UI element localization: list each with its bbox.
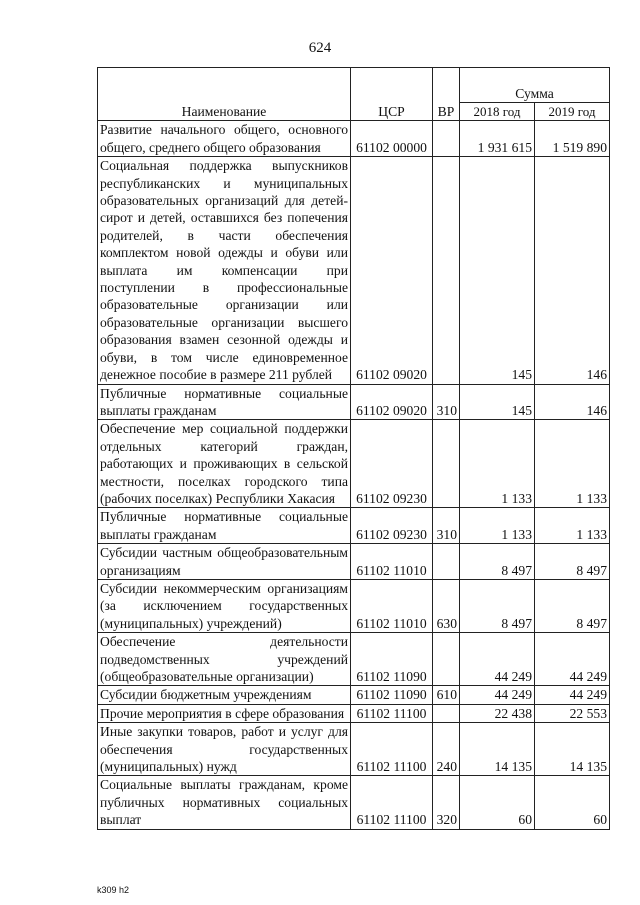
table-row [98,776,610,829]
row-sum-2018: 60 [460,776,535,829]
row-name: Прочие мероприятия в сфере образования [98,704,351,722]
header-csr: ЦСР [351,68,433,121]
row-sum-2019: 60 [535,776,610,829]
row-sum-2018: 1 931 615 [460,121,535,157]
row-vr [433,121,460,157]
row-sum-2019: 22 553 [535,704,610,722]
row-vr: 320 [433,776,460,829]
row-vr [433,420,460,508]
row-name: Субсидии частным общеобразовательным организациям [98,544,351,580]
row-name: Социальные выплаты гражданам, кроме публичных нормативных социальных выплат [98,776,351,829]
row-sum-2019: 8 497 [535,544,610,580]
row-sum-2018: 1 133 [460,420,535,508]
row-sum-2019: 146 [535,384,610,420]
row-vr [433,704,460,722]
row-vr [433,633,460,686]
row-sum-2019: 8 497 [535,579,610,632]
row-name: Субсидии некоммерческим организациям (за исключением государственных (муниципальных) учреждений) [98,579,351,632]
row-sum-2019: 1 519 890 [535,121,610,157]
table-row [98,508,610,544]
row-sum-2018: 8 497 [460,579,535,632]
row-csr: 61102 11090 [351,686,433,704]
row-sum-2018: 8 497 [460,544,535,580]
row-sum-2018: 22 438 [460,704,535,722]
header-sum: Сумма [460,68,610,103]
table-row [98,704,610,722]
row-csr: 61102 09020 [351,157,433,384]
table-row [98,723,610,776]
table-row [98,686,610,704]
footer-code: k309 h2 [97,885,130,895]
row-sum-2019: 14 135 [535,723,610,776]
table-row [98,420,610,508]
row-sum-2018: 44 249 [460,686,535,704]
row-name: Иные закупки товаров, работ и услуг для обеспечения государственных (муниципальных) нужд [98,723,351,776]
row-vr: 240 [433,723,460,776]
row-csr: 61102 11010 [351,544,433,580]
row-sum-2018: 14 135 [460,723,535,776]
row-sum-2019: 146 [535,157,610,384]
table-row [98,157,610,384]
row-vr: 610 [433,686,460,704]
row-csr: 61102 11010 [351,579,433,632]
page-number: 624 [308,40,332,56]
header-name: Наименование [98,68,351,121]
row-sum-2018: 145 [460,384,535,420]
row-name: Публичные нормативные социальные выплаты гражданам [98,508,351,544]
row-sum-2018: 1 133 [460,508,535,544]
row-csr: 61102 11100 [351,704,433,722]
row-sum-2019: 44 249 [535,686,610,704]
row-csr: 61102 11100 [351,776,433,829]
row-sum-2019: 1 133 [535,420,610,508]
row-vr [433,157,460,384]
row-csr: 61102 09230 [351,508,433,544]
row-csr: 61102 00000 [351,121,433,157]
table-row [98,384,610,420]
row-vr [433,544,460,580]
row-name: Обеспечение мер социальной поддержки отдельных категорий граждан, работающих и проживающих в сельской местности, поселках городского типа (рабочих поселках) Республики Хакасия [98,420,351,508]
row-sum-2019: 44 249 [535,633,610,686]
header-year-2018: 2018 год [460,103,535,121]
table-row [98,579,610,632]
row-sum-2018: 145 [460,157,535,384]
row-vr: 310 [433,384,460,420]
row-vr: 630 [433,579,460,632]
row-name: Развитие начального общего, основного общего, среднего общего образования [98,121,351,157]
row-sum-2018: 44 249 [460,633,535,686]
table-row [98,121,610,157]
row-name: Обеспечение деятельности подведомственных учреждений (общеобразовательные организации) [98,633,351,686]
row-name: Социальная поддержка выпускников республиканских и муниципальных образовательных организаций для детей-сирот и детей, оставшихся без попечения родителей, в части обеспечения комплектом новой одежды и обуви или выплата им компенсации при поступлении в профессиональные образовательные организации или образовательные организации высшего образования взамен сезонной одежды и обуви, в том числе единовременное денежное пособие в размере 211 рублей [98,157,351,384]
table-row [98,544,610,580]
row-vr: 310 [433,508,460,544]
row-csr: 61102 09020 [351,384,433,420]
row-sum-2019: 1 133 [535,508,610,544]
row-csr: 61102 11090 [351,633,433,686]
header-vr: ВР [433,68,460,121]
table-row [98,633,610,686]
row-csr: 61102 11100 [351,723,433,776]
row-name: Субсидии бюджетным учреждениям [98,686,351,704]
header-year-2019: 2019 год [535,103,610,121]
row-csr: 61102 09230 [351,420,433,508]
row-name: Публичные нормативные социальные выплаты гражданам [98,384,351,420]
budget-table [97,67,610,830]
